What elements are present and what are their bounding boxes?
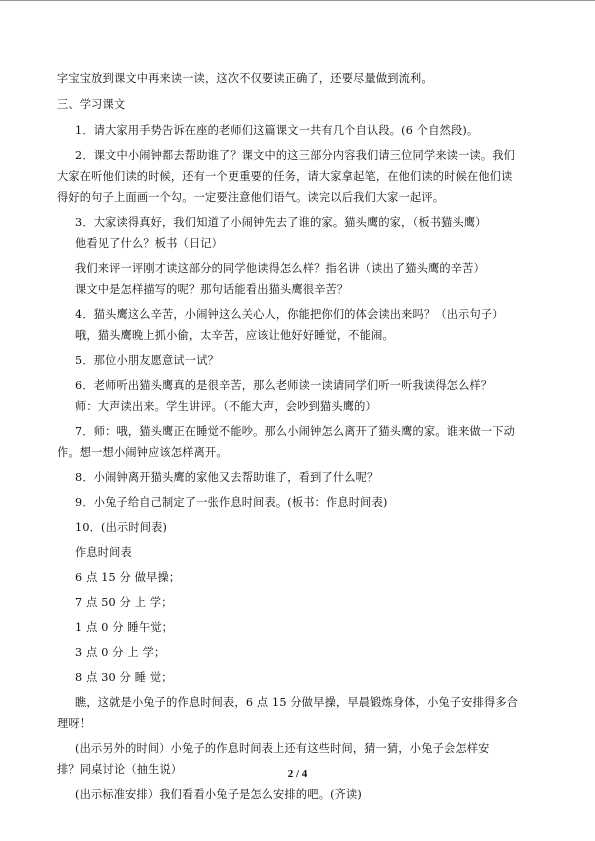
text-line: 6 点 15 分 做早操； bbox=[75, 571, 181, 584]
top-rule bbox=[0, 0, 595, 1]
text-line: 7 点 50 分 上 学； bbox=[75, 596, 173, 609]
text-line: 我们来评一评刚才读这部分的同学他读得怎么样？指名讲（读出了猫头鹰的辛苦） bbox=[75, 262, 485, 275]
text-line: 排？同桌讨论（抽生说） bbox=[57, 763, 183, 776]
text-line: 得好的句子上面画一个勾。一定要注意他们语气。读完以后我们大家一起评。 bbox=[57, 191, 445, 204]
text-line: 课文中是怎样描写的呢？那句话能看出猫头鹰很辛苦？ bbox=[75, 283, 349, 296]
text-line: 1 点 0 分 睡午觉； bbox=[75, 621, 173, 634]
text-line: 作息时间表 bbox=[75, 546, 132, 559]
text-line: 8．小闹钟离开猫头鹰的家他又去帮助谁了，看到了什么呢？ bbox=[75, 471, 379, 484]
text-line: 3．大家读得真好，我们知道了小闹钟先去了谁的家。猫头鹰的家，（板书猫头鹰） bbox=[75, 216, 487, 229]
text-line: 6．老师听出猫头鹰真的是很辛苦，那么老师读一读请同学们听一听我读得怎么样？ bbox=[75, 379, 493, 392]
text-line: 哦，猫头鹰晚上抓小偷，太辛苦，应该让他好好睡觉，不能闹。 bbox=[75, 329, 394, 342]
text-line: 理呀！ bbox=[57, 717, 92, 730]
text-line: 7．师：哦，猫头鹰正在睡觉不能吵。那么小闹钟怎么离开了猫头鹰的家。谁来做一下动 bbox=[75, 425, 516, 438]
text-line: 3 点 0 分 上 学； bbox=[75, 646, 166, 659]
text-line: 师：大声读出来。学生讲评。（不能大声，会吵到猫头鹰的） bbox=[75, 400, 377, 413]
text-line: 瞧，这就是小兔子的作息时间表，6 点 15 分做早操，早晨锻炼身体，小兔子安排得多合 bbox=[75, 696, 519, 709]
text-line: 作。想一想小闹钟应该怎样离开。 bbox=[57, 446, 228, 459]
text-line: 4．猫头鹰这么辛苦，小闹钟这么关心人，你能把你们的体会读出来吗？（出示句子） bbox=[75, 308, 504, 321]
text-line: (出示另外的时间）小兔子的作息时间表上还有这些时间，猜一猜，小兔子会怎样安 bbox=[75, 742, 490, 755]
text-line: 1．请大家用手势告诉在座的老师们这篇课文一共有几个自认段。(6 个自然段)。 bbox=[75, 124, 479, 137]
text-line: 10．(出示时间表) bbox=[75, 521, 168, 534]
text-line: 大家在听他们读的时候，还有一个更重要的任务，请大家拿起笔，在他们读的时候在他们读 bbox=[57, 170, 513, 183]
text-line: 三、学习课文 bbox=[57, 98, 126, 111]
text-line: 5．那位小朋友愿意试一试？ bbox=[75, 354, 219, 367]
text-line: 他看见了什么？板书（日记） bbox=[75, 237, 224, 250]
page-number: 2 / 4 bbox=[287, 768, 308, 780]
text-line: 2．课文中小闹钟都去帮助谁了？课文中的这三部分内容我们请三位同学来读一读。我们 bbox=[75, 149, 516, 162]
text-line: 8 点 30 分 睡 觉； bbox=[75, 671, 173, 684]
text-line: 字宝宝放到课文中再来读一读，这次不仅要读正确了，还要尽量做到流利。 bbox=[57, 72, 433, 85]
text-line: 9．小兔子给自己制定了一张作息时间表。(板书：作息时间表) bbox=[75, 496, 388, 509]
text-line: (出示标准安排）我们看看小兔子是怎么安排的吧。(齐读) bbox=[75, 788, 362, 801]
